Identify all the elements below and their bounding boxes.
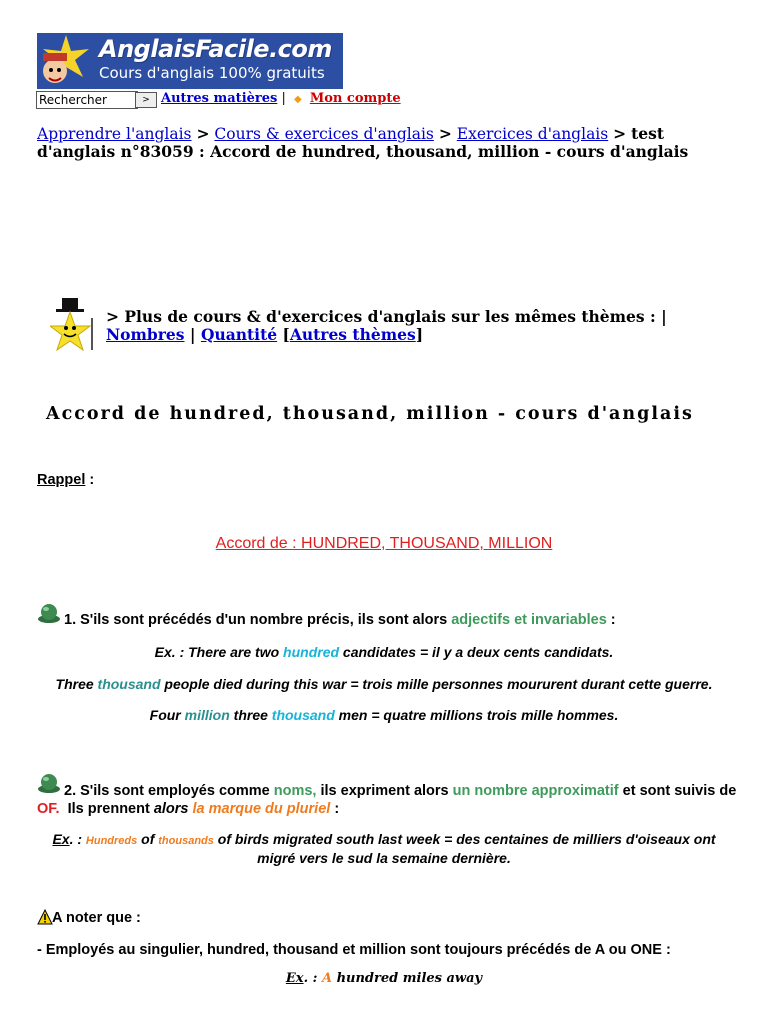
breadcrumb-courses[interactable]: Cours & exercices d'anglais <box>214 125 434 143</box>
point-2-noms: noms, <box>273 783 317 799</box>
point-1-text: 1. S'ils sont précédés d'un nombre précis, ils sont alors <box>64 612 452 628</box>
logo-title: AnglaisFacile.com <box>99 35 332 63</box>
bowler-hat-icon <box>37 602 61 624</box>
theme-link-other[interactable]: Autres thèmes <box>289 325 416 344</box>
breadcrumb-sep: > <box>613 124 627 143</box>
point-1-highlight: adjectifs et invariables <box>451 612 607 628</box>
point-1 <box>64 612 616 628</box>
breadcrumb-exercises[interactable]: Exercices d'anglais <box>456 125 609 143</box>
point-2-text: 2. S'ils sont employés comme <box>64 783 274 799</box>
page-title: Accord de hundred, thousand, million - cours d'anglais <box>46 404 694 424</box>
rappel-text: Rappel <box>37 472 86 488</box>
themes-text: > Plus de cours & d'exercices d'anglais sur les mêmes thèmes : | Nombres | Quantité [Autres thèmes] <box>106 307 667 344</box>
note-title: A noter que : <box>52 910 141 926</box>
search-input[interactable]: Rechercher <box>36 91 138 109</box>
breadcrumb <box>37 125 737 161</box>
themes-intro: > Plus de cours & d'exercices d'anglais sur les mêmes thèmes : | <box>106 307 667 326</box>
point-2-approx: un nombre approximatif <box>452 783 619 799</box>
theme-link-numbers[interactable]: Nombres <box>106 325 185 344</box>
logo-subtitle: Cours d'anglais 100% gratuits <box>99 64 325 82</box>
star-mascot-icon <box>50 298 100 356</box>
top-links <box>161 91 401 106</box>
account-bullet-icon: ◆ <box>294 94 302 105</box>
point-2: 2. S'ils sont employés comme noms, ils expriment alors un nombre approximatif et sont suivis de OF. Ils prennent alors la marque du pluriel : <box>37 783 737 817</box>
example-2: Three thousand people died during this war = trois mille personnes moururent durant cette guerre. <box>55 676 713 692</box>
breadcrumb-sep: > <box>196 124 210 143</box>
account-link[interactable]: Mon compte <box>309 91 401 106</box>
point-1-end: : <box>606 612 616 628</box>
site-logo[interactable] <box>37 33 343 89</box>
mascot-icon <box>37 33 95 89</box>
top-separator: | <box>281 91 286 106</box>
rappel-label <box>37 472 94 488</box>
search-button[interactable]: > <box>135 92 157 108</box>
example-3: Four million three thousand men = quatre millions trois mille hommes. <box>149 707 619 723</box>
other-subjects-link[interactable]: Autres matières <box>161 91 278 106</box>
theme-link-quantity[interactable]: Quantité <box>200 325 278 344</box>
point-2-plural: la marque du pluriel <box>188 801 331 817</box>
breadcrumb-sep: > <box>438 124 452 143</box>
note-line-1: - Employés au singulier, hundred, thousand et million sont toujours précédés de A ou ONE : <box>37 942 671 958</box>
warning-icon <box>37 909 53 925</box>
example-1: Ex. : There are two hundred candidates = il y a deux cents candidats. <box>154 644 614 660</box>
example-4: Ex. : Hundreds of thousands of birds migrated south last week = des centaines de milliers d'oiseaux ont migré vers le sud la semaine dernière. <box>52 831 716 866</box>
breadcrumb-current: test d'anglais n°83059 : Accord de hundred, thousand, million - cours d'anglais <box>37 124 689 161</box>
point-2-of: OF. <box>37 801 60 817</box>
note-example: Ex. : A hundred miles away <box>285 971 483 986</box>
section-heading: Accord de : HUNDRED, THOUSAND, MILLION <box>215 535 553 552</box>
rappel-colon: : <box>85 472 95 488</box>
breadcrumb-learn-english[interactable]: Apprendre l'anglais <box>37 125 192 143</box>
